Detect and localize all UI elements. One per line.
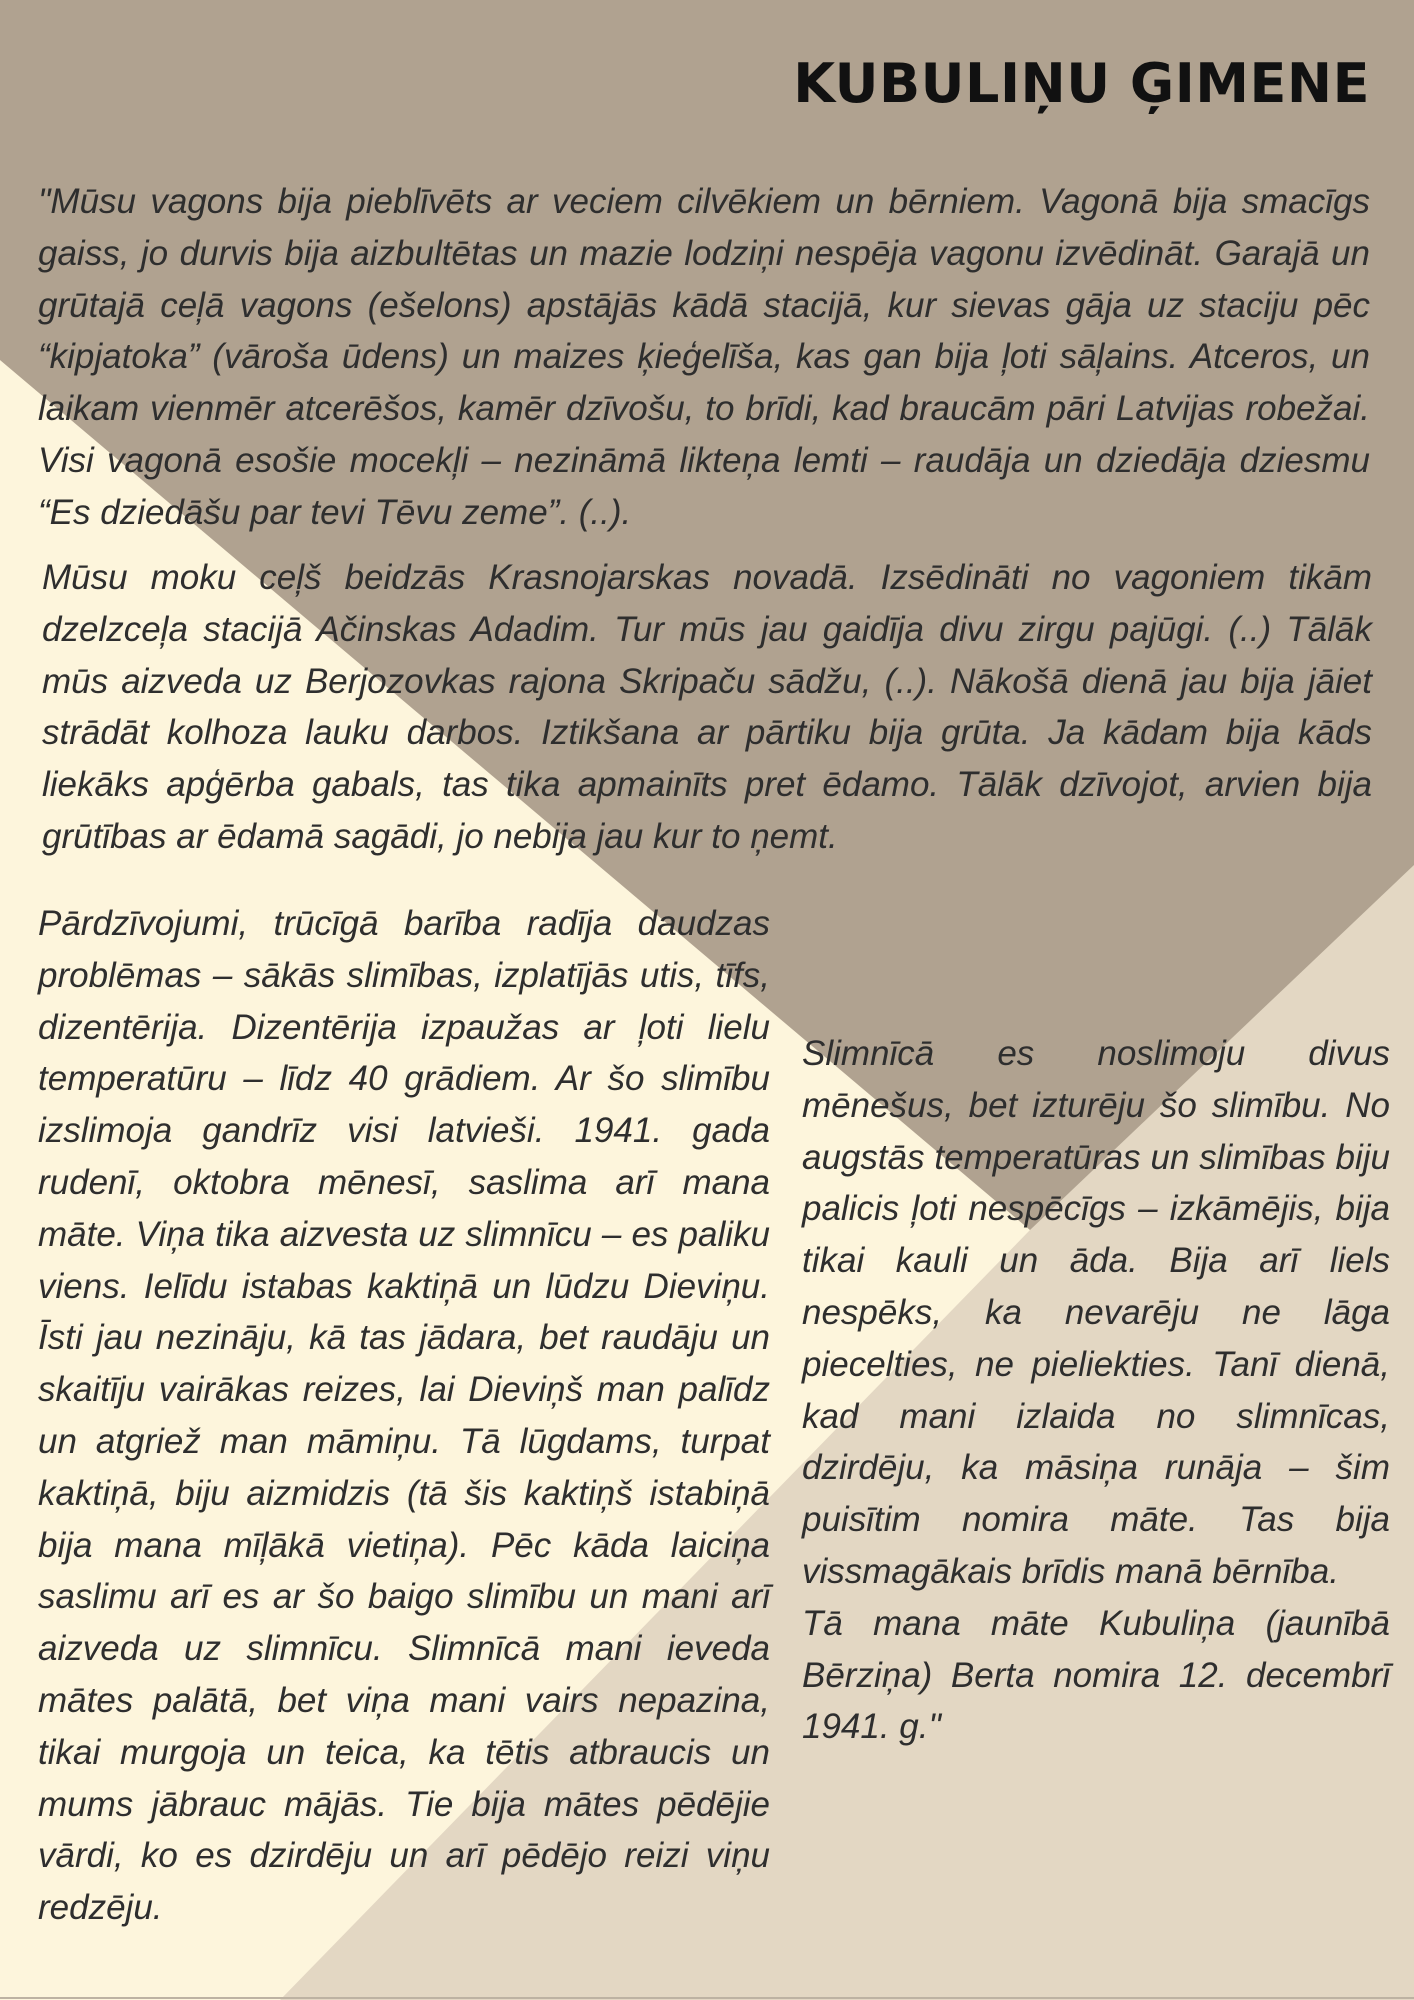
paragraph-hospital <box>802 1028 1390 1753</box>
paragraph-mother-death: Tā mana māte Kubuliņa (jaunībā Bērziņa) Berta nomira 12. decembrī 1941. g." <box>802 1603 1390 1747</box>
bottom-divider <box>0 1997 1414 1999</box>
paragraph-train-journey: "Mūsu vagons bija pieblīvēts ar veciem cilvēkiem un bērniem. Vagonā bija smacīgs gaiss, jo durvis bija aizbultētas un mazie lodziņi nespēja vagonu izvēdināt. Garajā un grūtajā ceļā vagons (ešelons) apstājās kādā stacijā, kur sievas gāja uz staciju pēc “kipjatoka” (vāroša ūdens) un maizes ķieģelīša, kas gan bija ļoti sāļains. Atceros, un laikam vienmēr atcerēšos, kamēr dzīvošu, to brīdi, kad braucām pāri Latvijas robežai. Visi vagonā esošie mocekļi – nezināmā likteņa lemti – raudāja un dziedāja dziesmu “Es dziedāšu par tevi Tēvu zeme”. (..). <box>38 182 1370 532</box>
page-title: KUBULIŅU ĢIMENE <box>793 52 1370 115</box>
paragraph-krasnoyarsk: Mūsu moku ceļš beidzās Krasnojarskas novadā. Izsēdināti no vagoniem tikām dzelzceļa stacijā Ačinskas Adadim. Tur mūs jau gaidīja divu zirgu pajūgi. (..) Tālāk mūs aizveda uz Berjozovkas rajona Skripaču sādžu, (..). Nākošā dienā jau bija jāiet strādāt kolhoza lauku darbos. Iztikšana ar pārtiku bija grūta. Ja kādam bija kāds liekāks apģērba gabals, tas tika apmainīts pret ēdamo. Tālāk dzīvojot, arvien bija grūtības ar ēdamā sagādi, jo nebija jau kur to ņemt. <box>42 558 1372 856</box>
paragraph-hospital-main: Slimnīcā es noslimoju divus mēnešus, bet izturēju šo slimību. No augstās temperatūras un slimības biju palicis ļoti nespēcīgs – izkāmējis, bija tikai kauli un āda. Bija arī liels nespēks, ka nevarēju ne lāga piecelties, ne pieliekties. Tanī dienā, kad mani izlaida no slimnīcas, dzirdēju, ka māsiņa runāja – šim puisītim nomira māte. Tas bija vissmagākais brīdis manā bērnība. <box>802 1034 1390 1591</box>
paragraph-illness: Pārdzīvojumi, trūcīgā barība radīja daudzas problēmas – sākās slimības, izplatījās utis, tīfs, dizentērija. Dizentērija izpaužas ar ļoti lielu temperatūru – līdz 40 grādiem. Ar šo slimību izslimoja gandrīz visi latvieši. 1941. gada rudenī, oktobra mēnesī, saslima arī mana māte. Viņa tika aizvesta uz slimnīcu – es paliku viens. Ielīdu istabas kaktiņā un lūdzu Dieviņu. Īsti jau nezināju, kā tas jādara, bet raudāju un skaitīju vairākas reizes, lai Dieviņš man palīdz un atgriež man māmiņu. Tā lūgdams, turpat kaktiņā, biju aizmidzis (tā šis kaktiņš istabiņā bija mana mīļākā vietiņa). Pēc kāda laiciņa saslimu arī es ar šo baigo slimību un mani arī aizveda uz slimnīcu. Slimnīcā mani ieveda mātes palātā, bet viņa mani vairs nepazina, tikai murgoja un teica, ka tētis atbraucis un mums jābrauc mājās. Tie bija mātes pēdējie vārdi, ko es dzirdēju un arī pēdējo reizi viņu redzēju. <box>38 904 770 1928</box>
